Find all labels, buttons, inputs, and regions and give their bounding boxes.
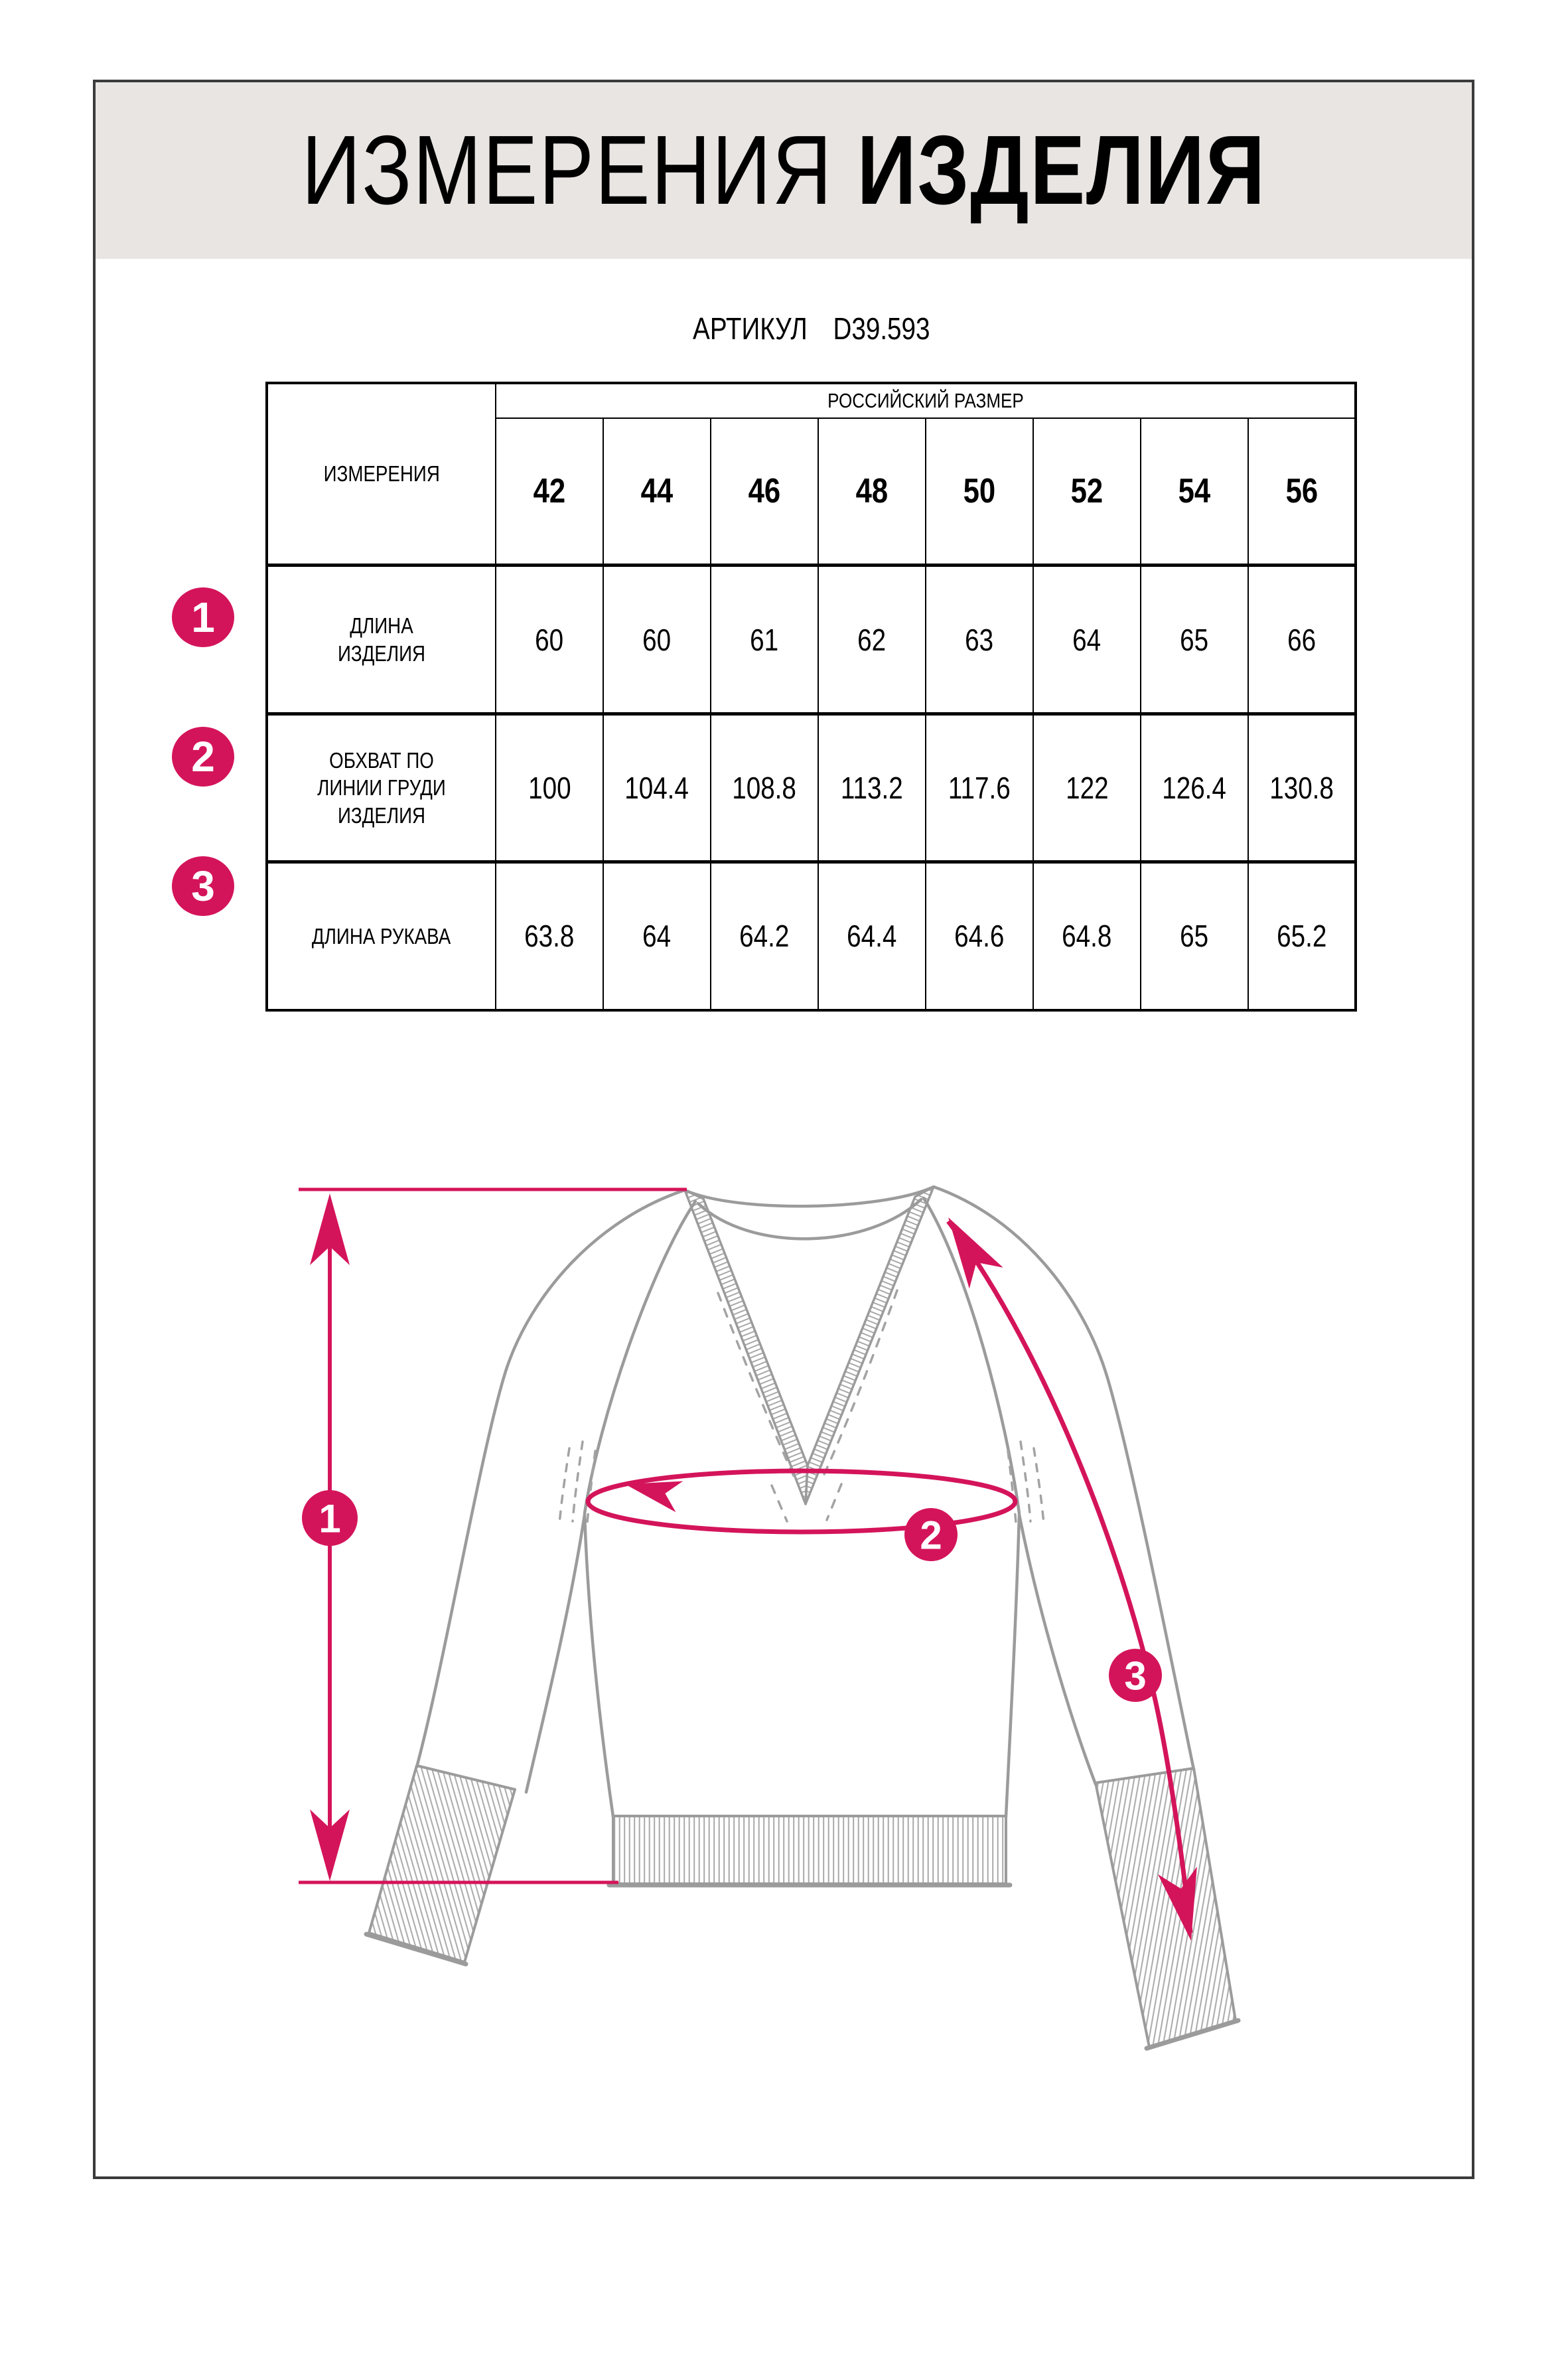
- measurements-header: ИЗМЕРЕНИЯ: [323, 461, 440, 486]
- collar-outer: [685, 1187, 934, 1206]
- article-line: [265, 305, 1357, 352]
- value-cell: 62: [818, 566, 926, 714]
- size-cell: 54: [1141, 418, 1248, 566]
- body-side-right: [1006, 1515, 1019, 1817]
- size-system-header-cell: [496, 383, 1356, 418]
- value-cell: 64: [603, 862, 711, 1010]
- size-cell: 48: [818, 418, 926, 566]
- value-cell: 126.4: [1141, 714, 1248, 862]
- row-marker-1-badge: 1: [172, 587, 234, 647]
- title-band: [96, 82, 1472, 259]
- cuff-left: [369, 1766, 515, 1962]
- body-side-left: [585, 1515, 613, 1817]
- table-row-chest: [267, 714, 1356, 862]
- value-cell: 64.2: [711, 862, 818, 1010]
- size-cell: 50: [926, 418, 1033, 566]
- size-table: [265, 382, 1357, 1012]
- value-cell: 64.4: [818, 862, 926, 1010]
- value-cell: 104.4: [603, 714, 711, 862]
- hem-band: [613, 1816, 1006, 1884]
- size-cell: 46: [711, 418, 818, 566]
- sweater-illustration: [366, 1187, 1238, 2048]
- value-cell: 63: [926, 566, 1033, 714]
- value-cell: 117.6: [926, 714, 1033, 862]
- value-cell: 64: [1033, 566, 1141, 714]
- value-cell: 65: [1141, 566, 1248, 714]
- value-cell: 65.2: [1248, 862, 1356, 1010]
- table-row-sleeve: [267, 862, 1356, 1010]
- article-value: D39.593: [833, 311, 930, 346]
- sleeve-right-inner: [1019, 1515, 1096, 1784]
- diagram-marker-1-label: 1: [319, 1496, 341, 1541]
- page-frame: [93, 80, 1474, 2179]
- size-cell: 52: [1033, 418, 1141, 566]
- page-title-bold: ИЗДЕЛИЯ: [857, 115, 1266, 225]
- sleeve-left-inner: [526, 1515, 585, 1792]
- value-cell: 60: [496, 566, 603, 714]
- value-cell: 113.2: [818, 714, 926, 862]
- value-cell: 100: [496, 714, 603, 862]
- value-cell: 61: [711, 566, 818, 714]
- value-cell: 130.8: [1248, 714, 1356, 862]
- size-cell: 44: [603, 418, 711, 566]
- value-cell: 64.8: [1033, 862, 1141, 1010]
- garment-diagram: [252, 1142, 1327, 2091]
- page-title-regular: ИЗМЕРЕНИЯ: [301, 115, 833, 225]
- value-cell: 65: [1141, 862, 1248, 1010]
- row-marker-3-badge: 3: [172, 856, 234, 916]
- value-cell: 60: [603, 566, 711, 714]
- neckband-right: [806, 1187, 934, 1504]
- cuff-right: [1096, 1768, 1236, 2047]
- page-title: [301, 114, 1265, 227]
- diagram-marker-2-label: 2: [920, 1513, 942, 1558]
- measurements-header-cell: [267, 383, 496, 566]
- value-cell: 63.8: [496, 862, 603, 1010]
- table-row-length: [267, 566, 1356, 714]
- article-label: АРТИКУЛ: [692, 311, 808, 346]
- row-label-cell: ДЛИНА РУКАВА: [267, 862, 496, 1010]
- raglan-seam-left: [585, 1201, 695, 1513]
- value-cell: 108.8: [711, 714, 818, 862]
- row-label-cell: ОБХВАТ ПО ЛИНИИ ГРУДИ ИЗДЕЛИЯ: [267, 714, 496, 862]
- value-cell: 64.6: [926, 862, 1033, 1010]
- diagram-marker-3-label: 3: [1124, 1653, 1147, 1699]
- size-cell: 42: [496, 418, 603, 566]
- size-cell: 56: [1248, 418, 1356, 566]
- row-marker-2-badge: 2: [172, 727, 234, 787]
- sleeve-arrowhead-top: [932, 1207, 1003, 1288]
- size-system-header: РОССИЙСКИЙ РАЗМЕР: [827, 389, 1024, 412]
- row-label-cell: ДЛИНА ИЗДЕЛИЯ: [267, 566, 496, 714]
- value-cell: 122: [1033, 714, 1141, 862]
- value-cell: 66: [1248, 566, 1356, 714]
